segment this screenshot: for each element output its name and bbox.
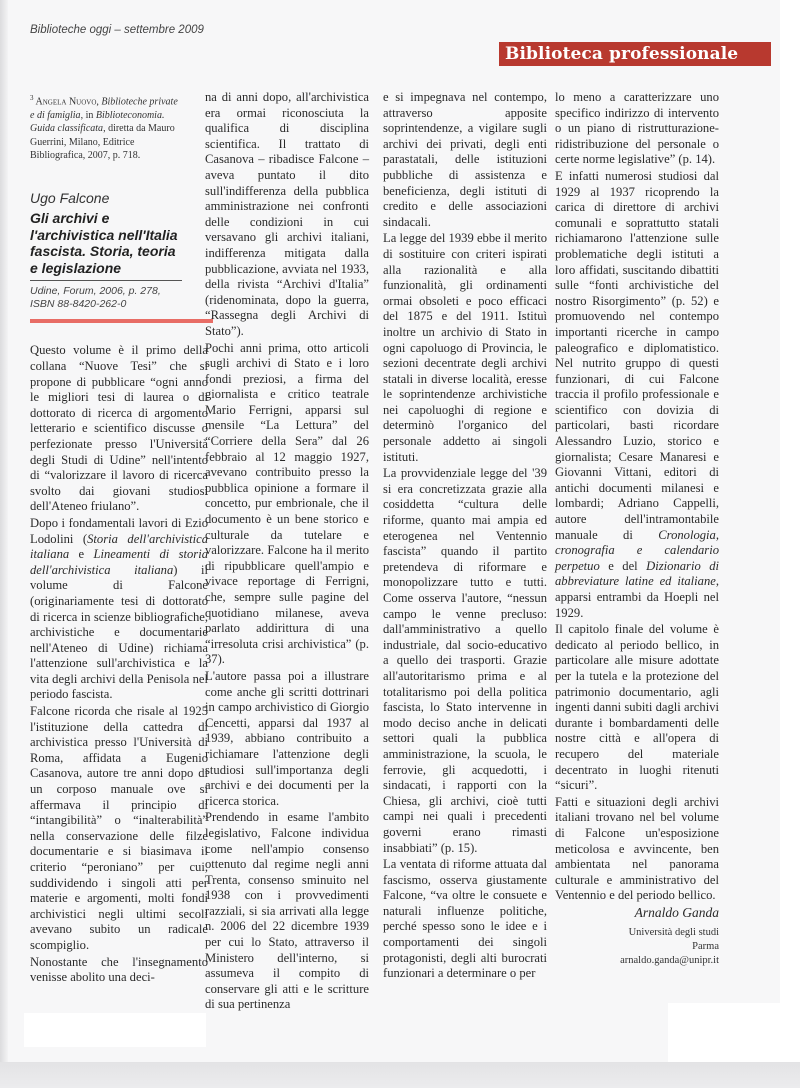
- review-publication-info: [30, 285, 182, 311]
- cited-title: Lineamenti di storia dell'archivistica italiana: [30, 547, 209, 577]
- publication-place-year: Udine, Forum, 2006, p. 278,: [30, 285, 161, 298]
- paragraph-12: Il capitolo finale del volume è dedicato al periodo bellico, in particolare alle misure adottate per la tutela e la protezione del patrimonio documentario, agli ingenti danni subiti dagli archivi durante i bombardamenti delle nostre città e all'opera di recupero del materiale decentrato in luoghi ritenuti “sicuri”.: [555, 622, 719, 793]
- paragraph-2: [30, 516, 208, 703]
- footnote-title: Biblioteche private e di famiglia: [30, 96, 178, 121]
- review-book-title: Gli archivi e l'archivistica nell'Italia fascista. Storia, teoria e legislazione: [30, 210, 182, 281]
- column-2: [205, 90, 369, 1013]
- text-run: ) il volume di Falcone (originariamente tesi di dottorato di ricerca in scienze bibliografiche, archivistiche e documentarie nell'Ateneo di Udine) richiama l'attenzione sull'archivistica e la vita degli archivi della Penisola nel periodo fascista.: [30, 562, 208, 702]
- footnote-author: Angela Nuovo: [35, 96, 97, 108]
- affiliation-city: Parma: [692, 941, 719, 953]
- redacted-area-left: [24, 1013, 206, 1047]
- review-book-author: Ugo Falcone: [30, 189, 110, 206]
- red-divider: [30, 319, 213, 323]
- section-banner: Biblioteca professionale: [499, 42, 771, 66]
- column-1: [30, 92, 209, 986]
- paragraph-5: Pochi anni prima, otto articoli sugli archivi di Stato e i loro fondi preziosi, a firma del giornalista e critico teatrale Mario Ferrigni, apparsi sul mensile “La Lettura” del “Corriere della Sera” dal 26 febbraio al 12 maggio 1927, avevano contribuito presso la pubblica opinione a formare il concetto, pur embrionale, che il documento è un bene storico e culturale da tutelare e valorizzare. Falcone ha il merito di ripubblicare quell'ampio e vivace reportage di Ferrigni, che, sempre sulle pagine del quotidiano milanese, aveva parlato addirittura di una “irresoluta crisi archivistica” (p. 37).: [205, 340, 369, 667]
- paragraph-13: Fatti e situazioni degli archivi italiani trovano nel bel volume di Falcone un'esposizione meticolosa e avvincente, ben ambientata nel panorama culturale e amministrativo del Ventennio e del periodo bellico.: [555, 794, 719, 903]
- footnote: [30, 92, 182, 163]
- column-4: [555, 90, 719, 968]
- paragraph-8: La legge del 1939 ebbe il merito di sostituire con criteri ispirati alla razionalità e alla funzionalità, gli ordinamenti ormai obsoleti e poco efficaci del 1875 e del 1911. Istituì inoltre un archivio di Stato in ogni capoluogo di Provincia, le sezioni decentrate degli archivi statali in diverse località, eresse le soprintendenze archivistiche nei capoluoghi di regione e determinò l'organico del personale addetto ai singoli istituti.: [383, 231, 547, 464]
- reviewer-email: arnaldo.ganda@unipr.it: [620, 955, 719, 967]
- paragraph-11: [555, 169, 719, 621]
- paragraph-7-cont: e si impegnava nel contempo, attraverso apposite soprintendenze, a vigilare sugli archivi dei privati, degli enti parastatali, delle istituzioni pubbliche di assistenza e beneficienza, degli istituti di credito e delle associazioni sindacali.: [383, 90, 547, 229]
- column-3: [383, 90, 547, 982]
- column-1-body: [30, 343, 208, 985]
- text-run: e del: [599, 558, 647, 573]
- footnote-series: Biblioteconomia. Guida classificata: [30, 109, 165, 135]
- scan-margin-right: [780, 0, 800, 1088]
- paragraph-9: La provvidenziale legge del '39 si era concretizzata grazie alla cosiddetta “cultura delle riforme, quanto mai ampia ed eterogenea nel Ventennio fascista” quando il partito pretendeva di riformare e monopolizzare tutto e tutti. Come osserva l'autore, “nessun campo le venne precluso: dall'amministrativo a quello industriale, dal socio-educativo a quello dei trasporti. Grazie all'autoritarismo prima e al totalitarismo poi della politica fascista, lo Stato intervenne in modo deciso anche in delicati settori quali la pubblica amministrazione, la scuola, le ferrovie, gli acquedotti, i sindacati, i rapporti con la Chiesa, gli archivi, cioè tutti campi nei quali i precedenti governi erano rimasti insabbiati” (p. 15).: [383, 466, 547, 855]
- footnote-mid: , in: [80, 109, 96, 121]
- text-run: E infatti numerosi studiosi dal 1929 al 1937 ricoprendo la carica di direttore di archivi comunali e soprattutto statali richiamarono l'attenzione sulle problematiche degli istituti a loro affidati, suscitando dibattiti sulle “fonti archivistiche del nostro Risorgimento” (p. 52) e promuovendo nel contempo importanti ricerche in campo paleografico e diplomatistico. Nel nutrito gruppo di questi funzionari, di cui Falcone traccia il profilo professionale e scientifico con dovizia di particolari, basti ricordare Alessandro Luzio, storico e giornalista; Cesare Manaresi e Giovanni Vittani, editori di antichi documenti milanesi e lombardi; Adriano Cappelli, autore dell'intramontabile manuale di: [555, 168, 719, 542]
- reviewer-signature: Arnaldo Ganda: [634, 904, 719, 920]
- paragraph-4-cont: na di anni dopo, all'archivistica era ormai riconosciuta la qualifica di disciplina scientifica. Il trattato di Casanova – ribadisce Falcone – aveva puntato il dito sull'indifferenza della pubblica amministrazione nei confronti delle condizioni in cui versavano gli archivi italiani, indifferenza mitigata dalla pubblicazione, avviata nel 1933, della rivista “Archivi d'Italia” (ridenominata, dopo la guerra, “Rassegna degli Archivi di Stato”).: [205, 90, 369, 338]
- paragraph-3: Falcone ricorda che risale al 1925 l'istituzione della cattedra di archivistica presso l'Università di Roma, affidata a Eugenio Casanova, autore tre anni dopo di un corposo manuale ove si affermava il principio di “intangibilità” o “inalterabilità” nella conservazione delle filze documentarie e si biasimava il criterio “peroniano” per cui, suddividendo i singoli atti per materie e argomenti, molti fondi archivistici negli ultimi secoli avevano subito un radicale scompiglio.: [30, 704, 208, 952]
- text-run: e: [69, 547, 94, 562]
- cited-title: Cronologia, cronografia e calendario perpetuo: [555, 527, 719, 573]
- paragraph-4-start: Nonostante che l'insegnamento venisse abolito una deci-: [30, 954, 208, 985]
- cited-title: Dizionario di abbreviature latine ed italiane: [555, 558, 719, 589]
- footnote-number: 3: [30, 94, 34, 102]
- cited-title: Storia dell'archivistica italiana: [30, 531, 208, 562]
- running-head: Biblioteche oggi – settembre 2009: [30, 24, 204, 36]
- scan-shadow-left: [0, 0, 8, 1064]
- paragraph-1: Questo volume è il primo della collana “Nuove Tesi” che si propone di pubblicare “ogni anno le migliori tesi di laurea o di dottorato di ricerca di argomento letterario e scientifico discusse o perfezionate presso l'Università degli Studi di Udine” nell'intento di “valorizzare il lavoro di ricerca svolto dai giovani studiosi dell'Ateneo friulano”.: [30, 343, 208, 514]
- isbn: ISBN 88-8420-262-0: [30, 298, 127, 311]
- paragraph-10-start: La ventata di riforme attuata dal fascismo, osserva giustamente Falcone, “va oltre le consuete e naturali influenze politiche, perché spesso sono le idee e i comportamenti dei singoli protagonisti, degli alti burocrati funzionari a determinare o per: [383, 857, 547, 981]
- text-run: Dopo i fondamentali lavori di Ezio Lodolini (: [30, 515, 208, 546]
- redacted-area-right: [668, 1003, 780, 1063]
- affiliation-university: Università degli studi: [628, 927, 719, 939]
- footnote-sep: ,: [96, 96, 102, 108]
- paragraph-7-start: Prendendo in esame l'ambito legislativo, Falcone individua come nell'ampio consenso ottenuto dal regime negli anni Trenta, consenso sminuito nel 1938 con i provvedimenti razziali, si sia arrivati alla legge n. 2006 del 22 dicembre 1939 per cui lo Stato, attraverso il Ministero dell'interno, si assumeva il compito di conservare gli atti e le scritture di sua pertinenza: [205, 810, 369, 1012]
- footnote-rest: , diretta da Mauro Guerrini, Milano, Editrice Bibliografica, 2007, p. 718.: [30, 123, 175, 162]
- paragraph-6: L'autore passa poi a illustrare come anche gli scritti dottrinari in campo archivistico di Giorgio Cencetti, apparsi dal 1937 al 1939, abbiano contribuito a richiamare l'attenzione degli studiosi sull'importanza degli archivi e dei documenti per la ricerca storica.: [205, 668, 369, 808]
- scan-margin-bottom: [0, 1062, 800, 1088]
- text-run: , apparsi entrambi da Hoepli nel 1929.: [555, 574, 719, 620]
- paragraph-10-cont: lo meno a caratterizzare uno specifico indirizzo di intervento o un piano di ristrutturazione-ridistribuzione del personale o certe norme legislative” (p. 14).: [555, 90, 719, 167]
- reviewer-affiliation: [555, 926, 719, 968]
